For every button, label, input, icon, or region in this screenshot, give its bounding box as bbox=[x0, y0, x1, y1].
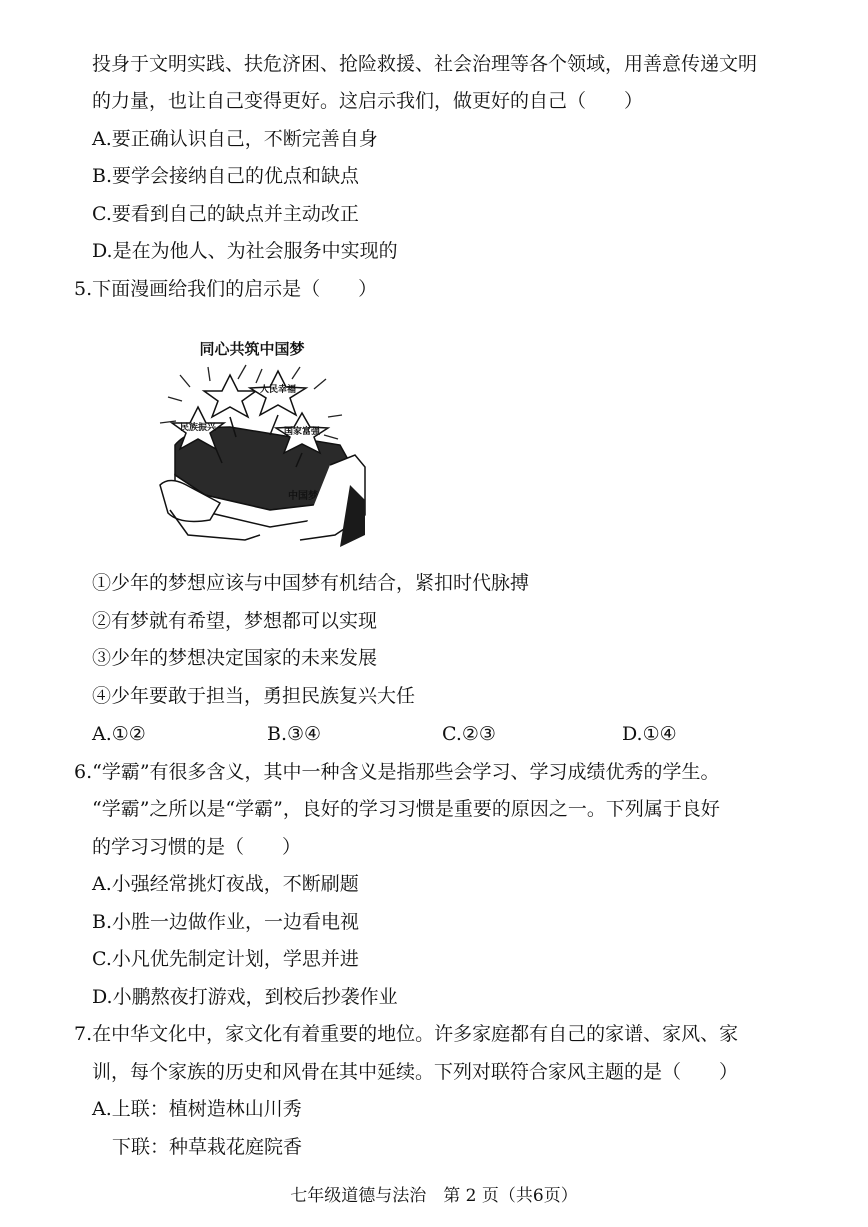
q5-choices bbox=[92, 722, 712, 746]
q5-choice-c: C.②③ bbox=[442, 723, 496, 745]
q6-stem-line2: “学霸”之所以是“学霸”，良好的学习习惯是重要的原因之一。下列属于良好 bbox=[92, 798, 720, 820]
q4-option-a: A.要正确认识自己，不断完善自身 bbox=[92, 128, 378, 150]
q4-stem-line1: 投身于文明实践、扶危济困、抢险救援、社会治理等各个领域，用善意传递文明 bbox=[92, 53, 758, 75]
q5-statement-3: ③少年的梦想决定国家的未来发展 bbox=[92, 647, 378, 669]
q5-choice-d: D.①④ bbox=[622, 723, 677, 745]
q6-option-d: D.小鹏熬夜打游戏，到校后抄袭作业 bbox=[92, 986, 398, 1008]
q6-option-a: A.小强经常挑灯夜战，不断刷题 bbox=[92, 873, 359, 895]
q5-statement-2: ②有梦就有希望，梦想都可以实现 bbox=[92, 610, 378, 632]
q4-stem-line2: 的力量，也让自己变得更好。这启示我们，做更好的自己（ ） bbox=[92, 90, 644, 112]
q6-stem-line3: 的学习习惯的是（ ） bbox=[92, 836, 302, 858]
q6-stem-line1: 6.“学霸”有很多含义，其中一种含义是指那些会学习、学习成绩优秀的学生。 bbox=[74, 761, 720, 783]
q7-stem-line2: 训，每个家族的历史和风骨在其中延续。下列对联符合家风主题的是（ ） bbox=[92, 1061, 739, 1083]
q6-option-c: C.小凡优先制定计划，学思并进 bbox=[92, 948, 359, 970]
q5-statement-1: ①少年的梦想应该与中国梦有机结合，紧扣时代脉搏 bbox=[92, 572, 530, 594]
cartoon-illustration bbox=[150, 335, 370, 550]
q7-stem-line1: 7.在中华文化中，家文化有着重要的地位。许多家庭都有自己的家谱、家风、家 bbox=[74, 1023, 739, 1045]
q5-choice-b: B.③④ bbox=[267, 723, 322, 745]
q5-choice-a: A.①② bbox=[92, 723, 146, 745]
q4-option-b: B.要学会接纳自己的优点和缺点 bbox=[92, 165, 360, 187]
box-label: 中国梦 bbox=[288, 491, 318, 502]
cartoon-title: 同心共筑中国梦 bbox=[199, 340, 305, 358]
q7-option-a-lower: 下联：种草栽花庭院香 bbox=[112, 1136, 303, 1158]
q7-option-a-upper: A.上联：植树造林山川秀 bbox=[92, 1098, 302, 1120]
star-label-people-happiness: 人民幸福 bbox=[259, 385, 297, 395]
star-label-national-rejuvenation: 民族振兴 bbox=[179, 423, 217, 433]
star-label-prosperity: 国家富强 bbox=[283, 427, 321, 437]
page-footer: 七年级道德与法治 第 2 页（共6页） bbox=[290, 1186, 578, 1206]
q4-option-c: C.要看到自己的缺点并主动改正 bbox=[92, 203, 359, 225]
q5-stem: 5.下面漫画给我们的启示是（ ） bbox=[74, 278, 378, 300]
q4-option-d: D.是在为他人、为社会服务中实现的 bbox=[92, 240, 398, 262]
q5-statement-4: ④少年要敢于担当，勇担民族复兴大任 bbox=[92, 685, 416, 707]
q6-option-b: B.小胜一边做作业，一边看电视 bbox=[92, 911, 360, 933]
cartoon-svg bbox=[150, 335, 370, 550]
